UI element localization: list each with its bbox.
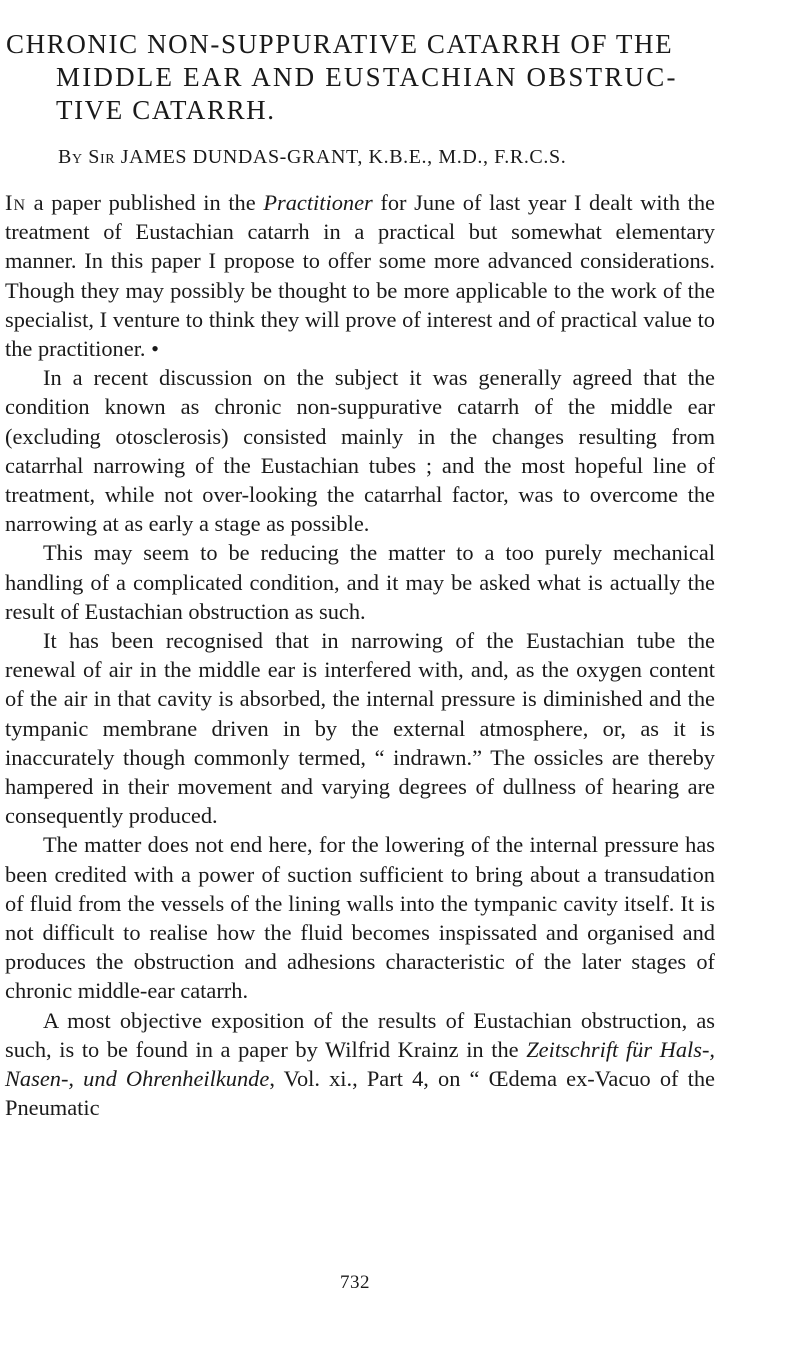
- drop-cap: In: [5, 190, 27, 215]
- journal-name-zeitschrift: Zeitschrift für Hals-, Nasen-, und Ohrenheilkunde: [5, 1036, 716, 1092]
- paragraph-2: In a recent discussion on the subject it was generally agreed that the condition known as chronic non-suppurative catarrh of the middle ear (excluding otosclerosis) consisted mainly in the changes resulting from catarrhal narrowing of the Eustachian tubes ; and the most hopeful line of treatment, while not over-looking the catarrhal factor, was to overcome the narrowing at as early a stage as possible.: [5, 365, 715, 537]
- paragraph-1-text-a: a paper published in the: [26, 190, 264, 215]
- paragraph-4: It has been recognised that in narrowing of the Eustachian tube the renewal of air in the middle ear is interfered with, and, as the oxygen content of the air in that cavity is absorbed, the internal pressure is diminished and the tympanic membrane driven in by the external atmosphere, or, as it is inaccurately though commonly termed, “ indrawn.” The ossicles are thereby hampered in their movement and varying degrees of dullness of hearing are consequently produced.: [5, 628, 715, 829]
- title-line-1: CHRONIC NON-SUPPURATIVE CATARRH OF THE: [6, 29, 674, 59]
- paragraph-1-text-b: for June of last year I dealt with the treatment of Eustachian catarrh in a practical but somewhat elementary manner. In this paper I propose to offer some more advanced considerations. Though they may possibly be thought to be more applicable to the work of the specialist, I venture to think they will prove of interest and of practical value to the practitioner. •: [5, 190, 715, 362]
- paragraph-5: The matter does not end here, for the lowering of the internal pressure has been credited with a power of suction sufficient to bring about a transudation of fluid from the vessels of the lining walls into the tympanic cavity itself. It is not difficult to realise how the fluid becomes inspissated and organised and produces the obstruction and adhesions characteristic of the later stages of chronic middle-ear catarrh.: [5, 832, 715, 1004]
- article-title: [6, 28, 786, 127]
- paragraph-3: This may seem to be reducing the matter to a too purely mechanical handling of a complicated condition, and it may be asked what is actually the result of Eustachian obstruction as such.: [5, 540, 715, 624]
- paragraph-6-text-b: , Vol. xi., Part 4, on “ Œdema ex-Vacuo of the Pneumatic: [5, 1066, 715, 1121]
- paragraph-6: [5, 1006, 715, 1123]
- paragraph-6-text-a: A most objective exposition of the results of Eustachian obstruction, as such, is to be found in a paper by Wilfrid Krainz in the: [5, 1007, 715, 1062]
- author-byline: [58, 146, 788, 169]
- byline-prefix: By Sir: [58, 146, 116, 168]
- author-name: JAMES DUNDAS-GRANT, K.B.E., M.D., F.R.C.S.: [120, 146, 567, 168]
- article-body: [5, 188, 715, 1123]
- journal-name-practitioner: Practitioner: [263, 190, 373, 215]
- page-number: 732: [340, 1272, 370, 1293]
- title-line-3: TIVE CATARRH.: [56, 95, 276, 125]
- paragraph-1: [5, 188, 715, 363]
- title-line-2: MIDDLE EAR AND EUSTACHIAN OBSTRUC-: [56, 62, 678, 92]
